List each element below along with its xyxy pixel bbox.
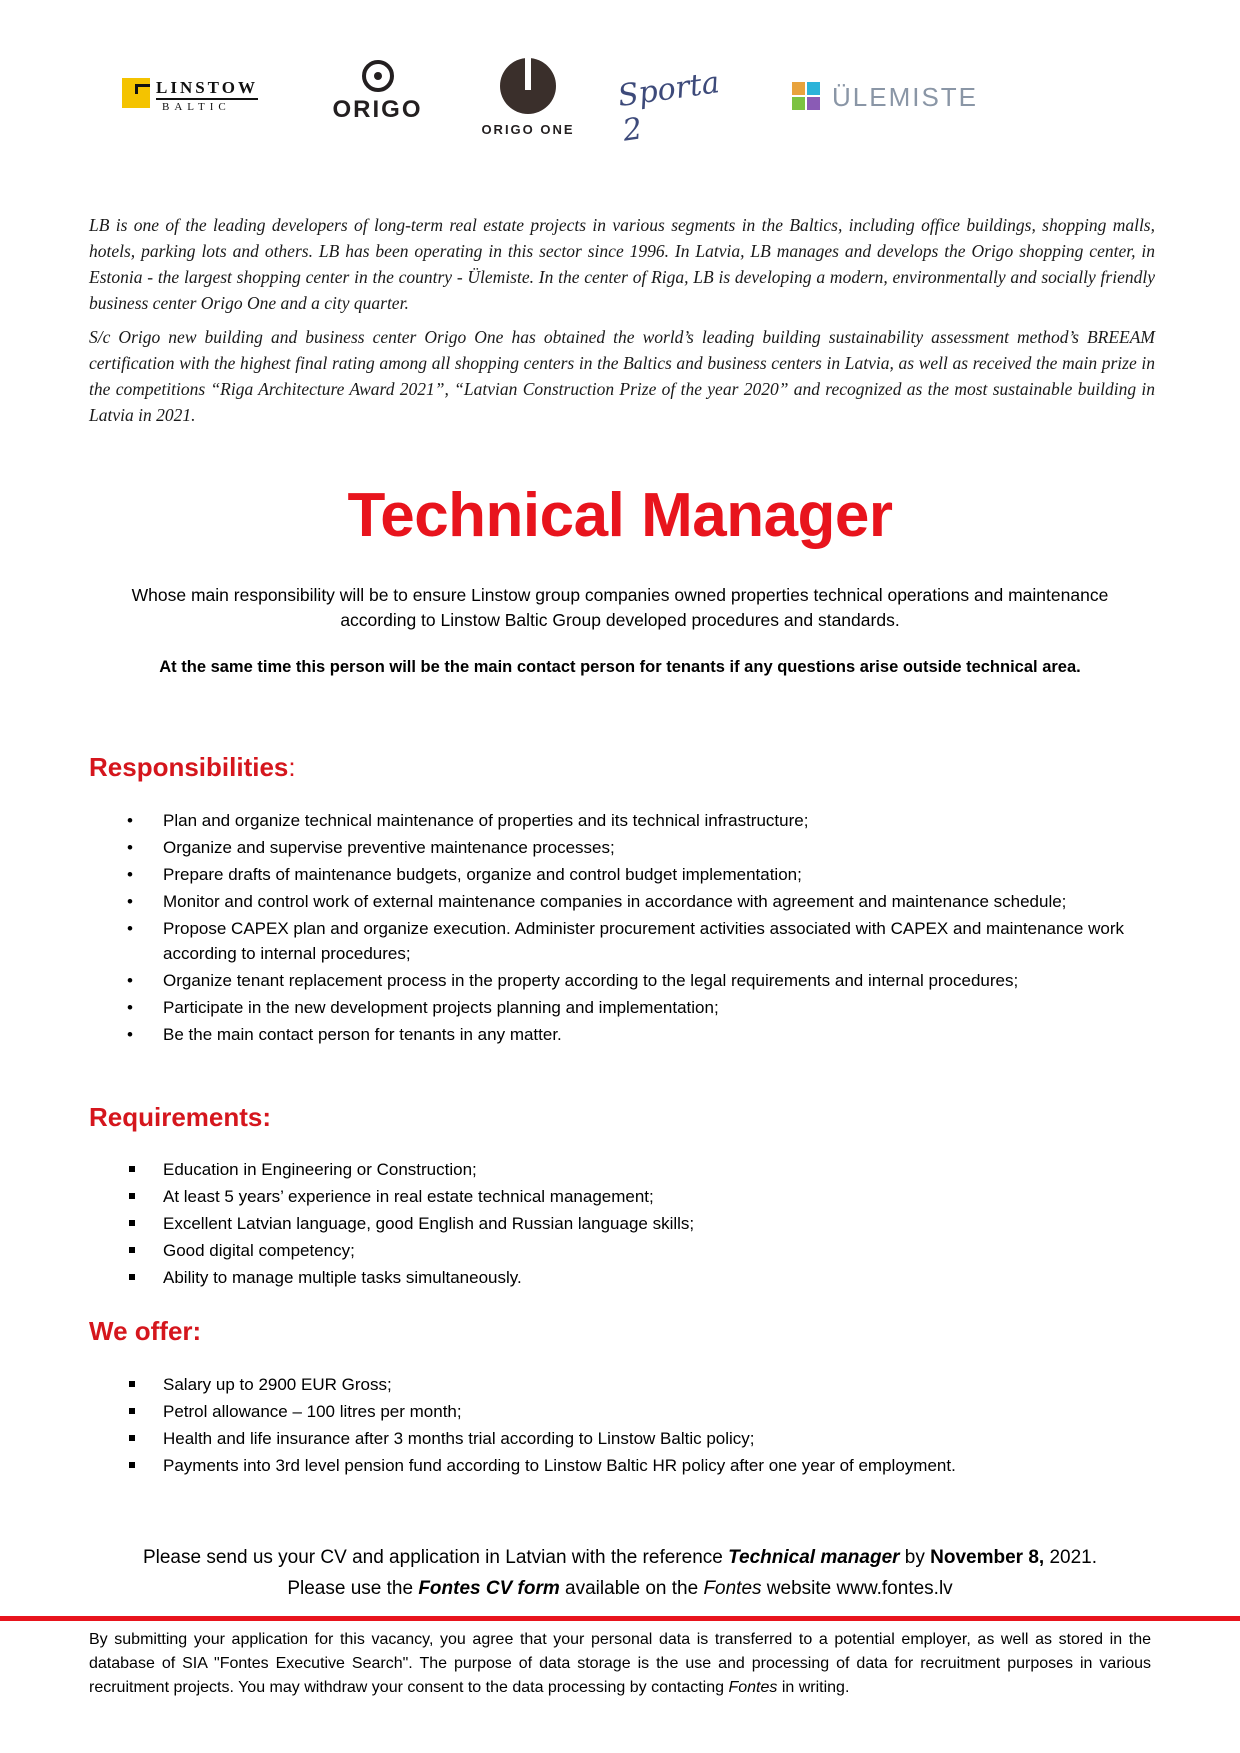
application-line-2 [0, 1573, 1240, 1604]
list-item: Good digital competency; [89, 1238, 1149, 1263]
list-item: Excellent Latvian language, good English and Russian language skills; [89, 1211, 1149, 1236]
disclaimer-text: By submitting your application for this vacancy, you agree that your personal data is transferred to a potential employer, as well as stored in the database of SIA "Fontes Executive Search". The purpose of data storage is the use and processing of data for recruitment purposes in various recruitment projects. You may withdraw your consent to the data processing by contacting [89, 1631, 1151, 1696]
origo-one-circle-icon [500, 58, 556, 114]
job-summary-bold: At the same time this person will be the main contact person for tenants if any questions arise outside technical area. [159, 658, 1081, 676]
list-item: • Monitor and control work of external maintenance companies in accordance with agreement and maintenance schedule; [89, 889, 1149, 914]
application-line-1 [0, 1542, 1240, 1573]
website-text: website www.fontes.lv [761, 1578, 953, 1599]
requirements-list [89, 1157, 1149, 1292]
origo-logo-text: ORIGO [332, 96, 423, 123]
origo-one-logo [468, 58, 588, 138]
ulemiste-logo [792, 80, 992, 120]
application-instructions [0, 1542, 1240, 1604]
list-item: At least 5 years’ experience in real estate technical management; [89, 1184, 1149, 1209]
application-text: by [899, 1547, 931, 1568]
linstow-baltic-logo [122, 78, 287, 114]
cv-form-name: Fontes CV form [418, 1578, 560, 1599]
requirements-heading: Requirements: [89, 1102, 272, 1132]
list-item: • Organize and supervise preventive maintenance processes; [89, 835, 1149, 860]
fontes-name: Fontes [728, 1679, 778, 1696]
intro-paragraph-2: S/c Origo new building and business center Origo One has obtained the world’s leading building sustainability assessment method’s BREEAM certification with the highest final rating among all shopping centers in the Baltics and business centers in Latvia, as well as received the main prize in the competitions “Riga Architecture Award 2021”, “Latvian Construction Prize of the year 2020” and recognized as the most sustainable building in Latvia in 2021. [89, 327, 1155, 425]
list-item: Education in Engineering or Construction; [89, 1157, 1149, 1182]
list-item: Petrol allowance – 100 litres per month; [89, 1399, 1149, 1424]
origo-one-logo-text: ORIGO ONE [481, 122, 575, 137]
list-item: • Plan and organize technical maintenance of properties and its technical infrastructure; [89, 808, 1149, 833]
ulemiste-blocks-icon [792, 82, 820, 110]
linstow-logo-text: LINSTOW [156, 78, 258, 100]
responsibilities-heading [89, 752, 296, 783]
list-item: • Propose CAPEX plan and organize execution. Administer procurement activities associated with CAPEX and maintenance work according to internal procedures; [89, 916, 1149, 966]
list-item: Payments into 3rd level pension fund according to Linstow Baltic HR policy after one year of employment. [89, 1453, 1149, 1478]
linstow-square-icon [122, 78, 150, 108]
reference-name: Technical manager [728, 1547, 900, 1568]
application-text: Please use the [287, 1578, 419, 1599]
we-offer-heading: We offer: [89, 1316, 202, 1346]
sporta2-logo-text: Sporta 2 [615, 65, 722, 149]
logo-strip [0, 50, 1240, 150]
list-item: • Prepare drafts of maintenance budgets, organize and control budget implementation; [89, 862, 1149, 887]
divider-line [0, 1616, 1240, 1621]
company-intro [89, 212, 1155, 436]
application-text: Please send us your CV and application in Latvian with the reference [142, 1547, 729, 1568]
responsibilities-heading-text: Responsibilities [89, 752, 289, 782]
fontes-name: Fontes [703, 1578, 762, 1599]
origo-ring-icon [362, 60, 394, 92]
application-text: 2021. [1044, 1547, 1098, 1568]
sporta2-logo [615, 65, 750, 149]
list-item: • Be the main contact person for tenants in any matter. [89, 1022, 1149, 1047]
list-item: Ability to manage multiple tasks simultaneously. [89, 1265, 1149, 1290]
application-text: available on the [559, 1578, 704, 1599]
baltic-logo-text: BALTIC [162, 101, 231, 113]
origo-logo [325, 60, 430, 130]
disclaimer-tail: in writing. [777, 1679, 850, 1696]
list-item: Health and life insurance after 3 months trial according to Linstow Baltic policy; [89, 1426, 1149, 1451]
list-item: Salary up to 2900 EUR Gross; [89, 1372, 1149, 1397]
responsibilities-heading-colon: : [288, 752, 296, 782]
responsibilities-list [89, 808, 1149, 1049]
intro-paragraph-1: LB is one of the leading developers of long-term real estate projects in various segments in the Baltics, including office buildings, shopping malls, hotels, parking lots and others. LB has been operating in this sector since 1996. In Latvia, LB manages and develops the Origo shopping center, in Estonia - the largest shopping center in the country - Ülemiste. In the center of Riga, LB is developing a modern, environmentally and socially friendly business center Origo One and a city quarter. [89, 215, 1155, 313]
job-title: Technical Manager [347, 481, 893, 550]
data-consent-disclaimer [89, 1628, 1151, 1700]
list-item: • Organize tenant replacement process in the property according to the legal requirements and internal procedures; [89, 968, 1149, 993]
deadline-date: November 8, [930, 1547, 1045, 1568]
ulemiste-logo-text: ÜLEMISTE [832, 82, 979, 112]
job-summary: Whose main responsibility will be to ensure Linstow group companies owned properties technical operations and maintenance according to Linstow Baltic Group developed procedures and standards. [131, 585, 1109, 630]
offer-list [89, 1372, 1149, 1480]
list-item: • Participate in the new development projects planning and implementation; [89, 995, 1149, 1020]
